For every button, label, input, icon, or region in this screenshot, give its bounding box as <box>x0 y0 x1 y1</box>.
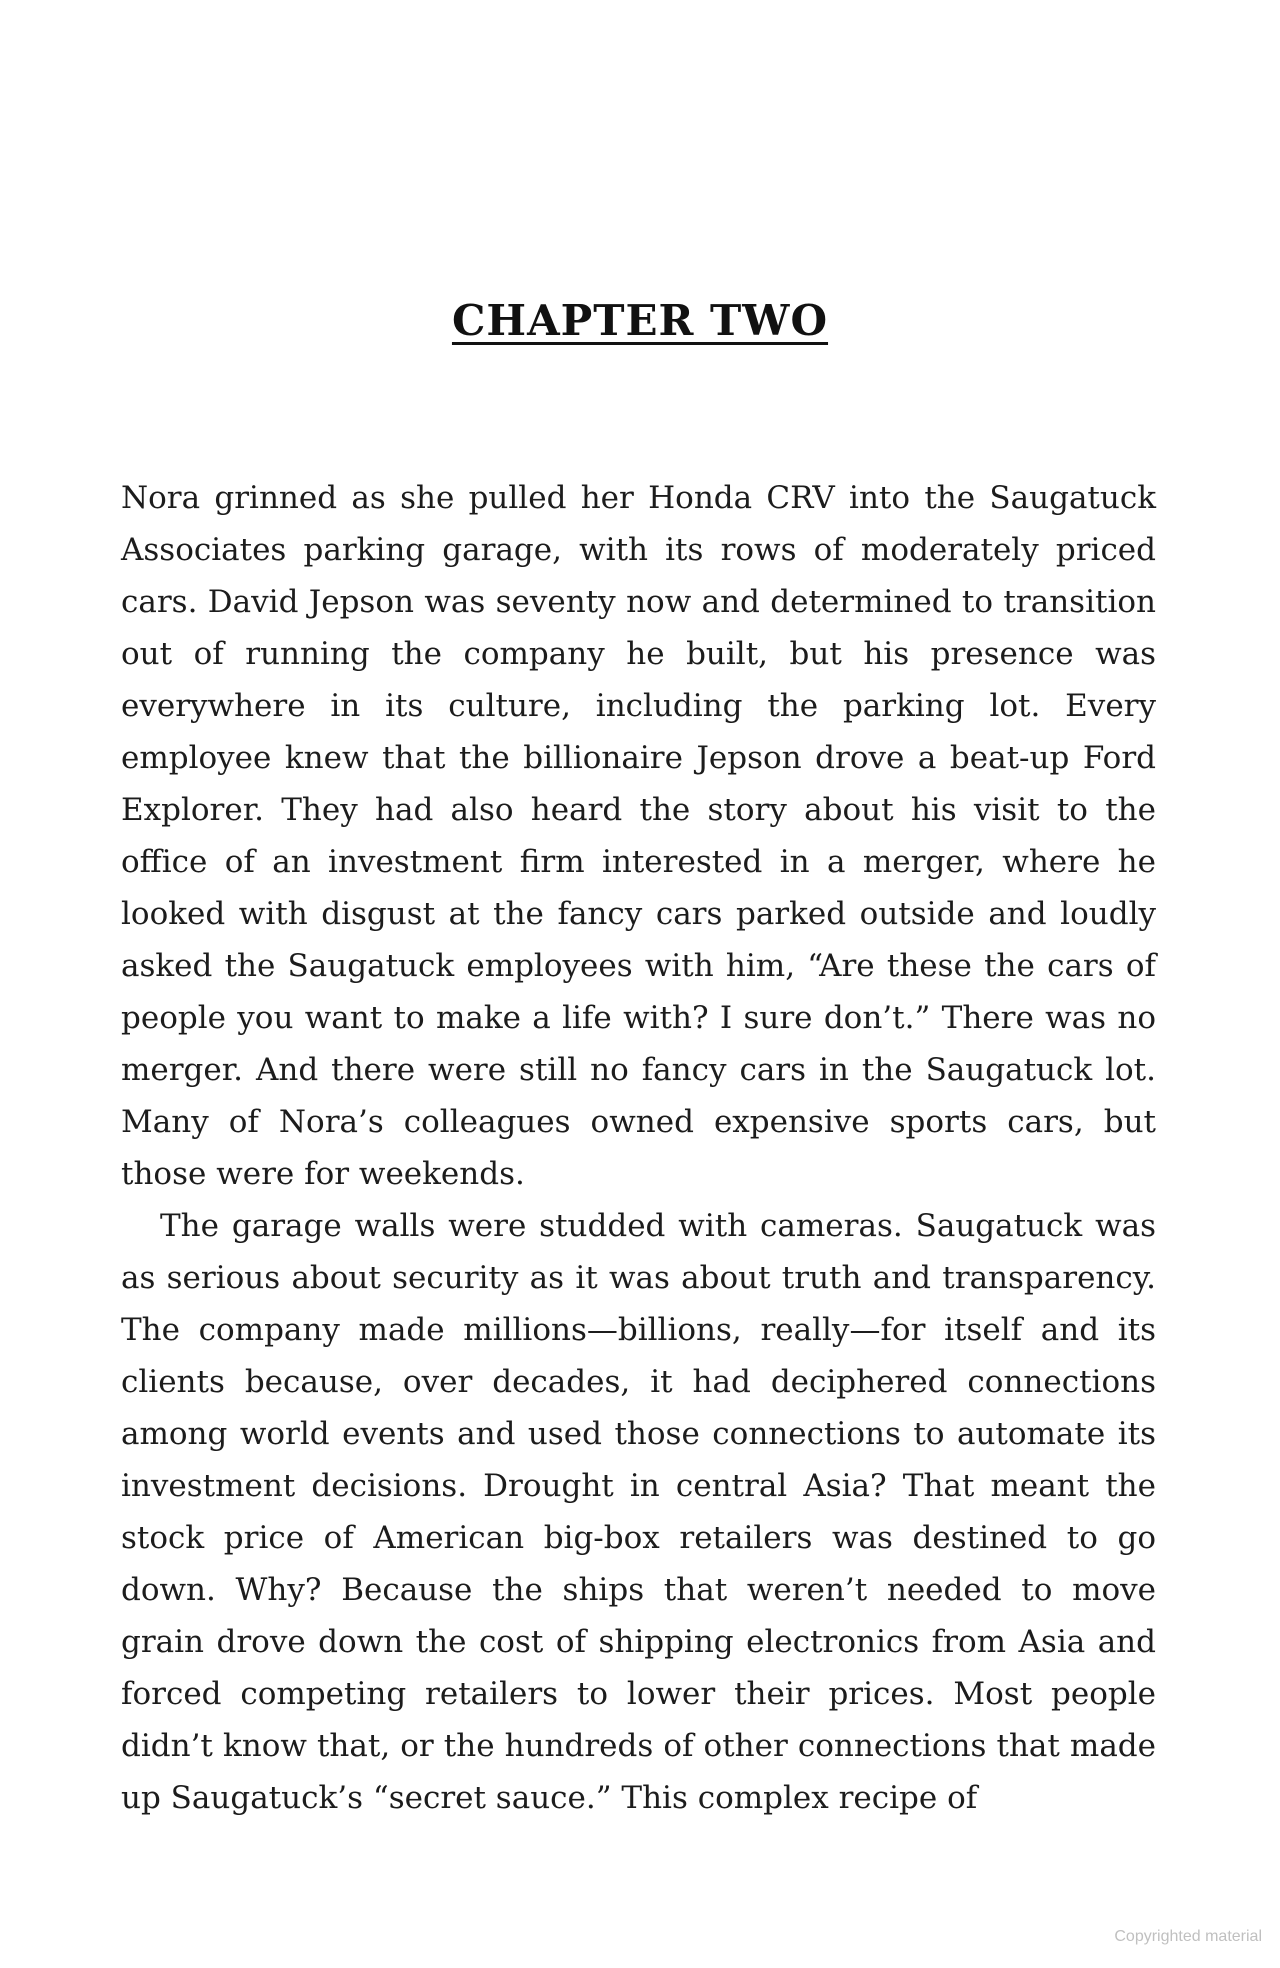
paragraph-2: The garage walls were studded with cameras. Saugatuck was as serious about security as it was about truth and transparency. The company made millions—billions, really—for itself and its clients because, over decades, it had deciphered connections among world events and used those connections to automate its investment decisions. Drought in central Asia? That meant the stock price of American big-box retailers was destined to go down. Why? Because the ships that weren’t needed to move grain drove down the cost of shipping electronics from Asia and forced competing retailers to lower their prices. Most people didn’t know that, or the hundreds of other connections that made up Saugatuck’s “secret sauce.” This complex recipe of <box>121 1208 1156 1816</box>
paragraph-1: Nora grinned as she pulled her Honda CRV into the Saugatuck Associates parking garage, with its rows of moderately priced cars. David Jepson was seventy now and determined to transition out of running the company he built, but his presence was everywhere in its culture, including the parking lot. Every employee knew that the billionaire Jepson drove a beat-up Ford Explorer. They had also heard the story about his visit to the office of an investment firm interested in a merger, where he looked with disgust at the fancy cars parked outside and loudly asked the Saugatuck employees with him, “Are these the cars of people you want to make a life with? I sure don’t.” There was no merger. And there were still no fancy cars in the Saugatuck lot. Many of Nora’s colleagues owned expensive sports cars, but those were for weekends. <box>121 480 1156 1192</box>
body-text <box>121 472 1156 1824</box>
copyright-watermark: Copyrighted material <box>1114 1928 1262 1945</box>
chapter-title: CHAPTER TWO <box>451 296 829 345</box>
